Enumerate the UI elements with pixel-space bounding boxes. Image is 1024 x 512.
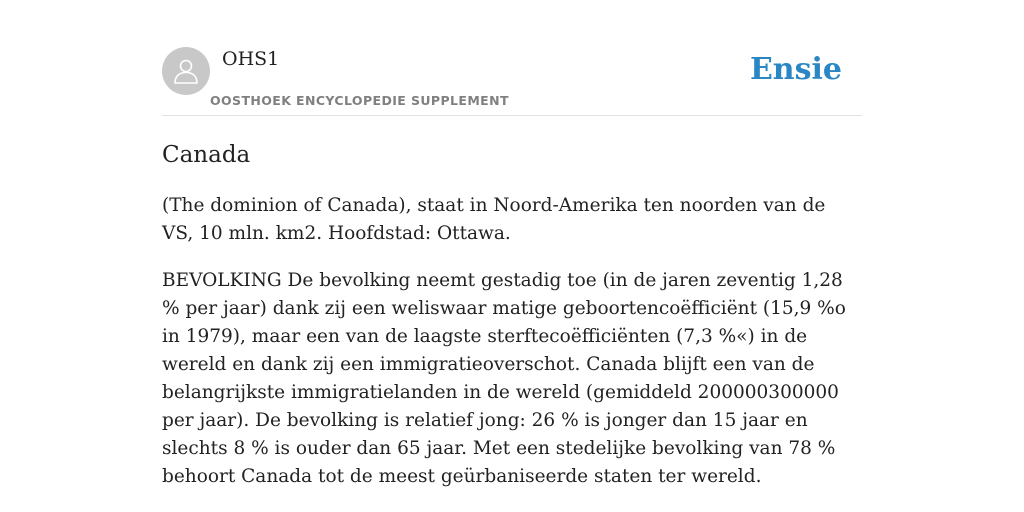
avatar[interactable]	[162, 47, 210, 95]
article-body	[162, 192, 862, 510]
article-paragraph: (The dominion of Canada), staat in Noord-Amerika ten noorden van de VS, 10 mln. km2. Hoofdstad: Ottawa.	[162, 195, 826, 244]
article-title: Canada	[162, 142, 251, 168]
user-icon	[171, 56, 201, 86]
ensie-logo[interactable]: Ensie	[749, 52, 842, 87]
source-name[interactable]: OHS1	[222, 48, 280, 70]
article-paragraph: BEVOLKING De bevolking neemt gestadig toe (in de jaren zeventig 1,28 % per jaar) dank zij een weliswaar matige geboortencoëfficiënt (15,9 %o in 1979), maar een van de laagste sterftecoëfficiënten (7,3 %«) in de wereld en dank zij een immigratieoverschot. Canada blijft een van de belangrijkste immigratielanden in de wereld (gemiddeld 200000300000 per jaar). De bevolking is relatief jong: 26 % is jonger dan 15 jaar en slechts 8 % is ouder dan 65 jaar. Met een stedelijke bevolking van 78 % behoort Canada tot de meest geürbaniseerde staten ter wereld.	[162, 270, 846, 487]
header-divider	[162, 115, 862, 116]
source-subtitle[interactable]: OOSTHOEK ENCYCLOPEDIE SUPPLEMENT	[210, 93, 509, 108]
